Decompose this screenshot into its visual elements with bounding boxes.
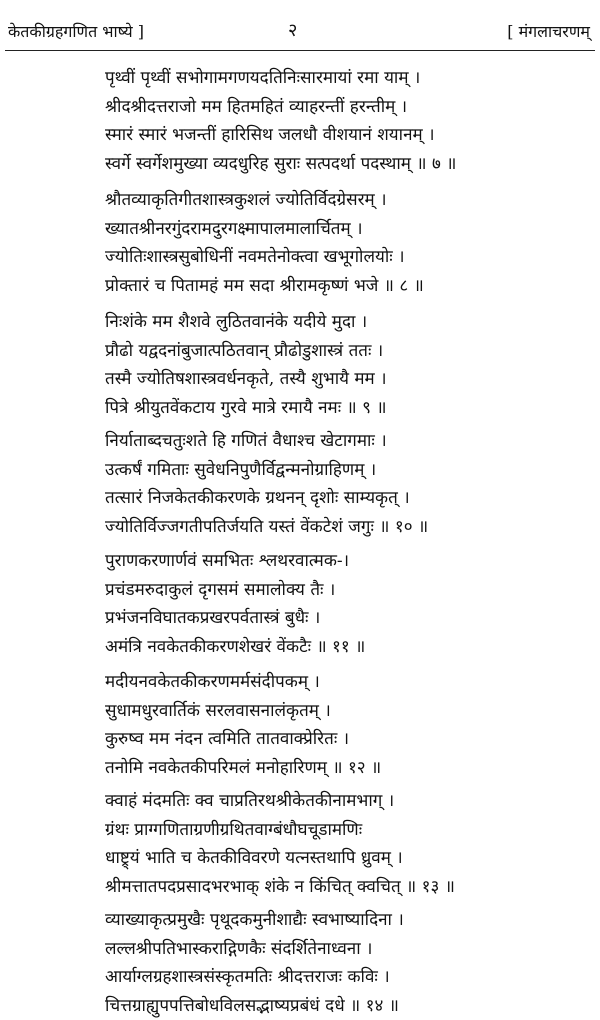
verse-line: तनोमि नवकेतकीपरिमलं मनोहारिणम् ॥ १२ ॥ [105, 757, 382, 778]
verse-8 [105, 186, 575, 300]
verse-line: निर्याताब्दचतुःशते हि गणितं वैधाश्च खेटागमाः । [105, 431, 387, 451]
verse-line: क्वाहं मंदमतिः क्व चाप्रतिरथश्रीकेतकीनामभाग् । [105, 791, 395, 811]
verse-line: धाष्ट्र्यं भाति च केतकीविवरणे यत्नस्तथापि ध्रुवम् । [105, 848, 403, 869]
verse-7 [105, 64, 575, 178]
verse-line: ख्यातश्रीनरगुंदरामदुरगक्ष्मापालमालार्चितम् । [105, 218, 363, 239]
verse-line: लल्लश्रीपतिभास्कराद्गिणकैः संदर्शितेनाध्वना । [105, 938, 373, 959]
verse-line: आर्याग्लग्रहशास्त्रसंस्कृतमतिः श्रीदत्तराजः कविः । [105, 967, 390, 988]
verse-line: ज्योतिःशास्त्रसुबोधिनीं नवमतेनोक्त्वा खभूगोलयोः । [105, 247, 405, 268]
header-book-title: केतकीग्रहगणित भाष्ये ] [8, 22, 144, 41]
header-section-title: [ मंगलाचरणम् [507, 22, 590, 41]
verse-line: पृथ्वीं पृथ्वीं सभोगामगणयदतिनिःसारमायां रमा याम् । [105, 68, 421, 88]
verse-line: श्रौतव्याकृतिगीतशास्त्रकुशलं ज्योतिर्विदग्रेसरम् । [105, 190, 387, 210]
verse-11 [105, 547, 575, 661]
verse-line: मदीयनवकेतकीकरणमर्मसंदीपकम् । [105, 672, 320, 692]
verse-line: ग्रंथः प्राग्गणिताग्रणीग्रथितवाग्बंधौघचूडामणिः [105, 819, 363, 840]
verse-line: अमंत्रि नवकेतकीकरणशेखरं वेंकटैः ॥ ११ ॥ [105, 636, 366, 657]
verse-line: ज्योतिर्विज्जगतीपतिर्जयति यस्तं वेंकटेशं जगुः ॥ १० ॥ [105, 516, 429, 537]
verse-line: श्रीमत्तातपदप्रसादभरभाक् शंके न किंचित् क्वचित् ॥ १३ ॥ [105, 876, 455, 897]
verse-line: तत्सारं निजकेतकीकरणके ग्रथनन् दृशोः साम्यकृत् । [105, 488, 410, 509]
verse-13 [105, 787, 575, 901]
page-number: २ [288, 20, 298, 41]
verse-line: स्वर्गे स्वर्गेशमुख्या व्यदधुरिह सुराः सत्पदर्था पदस्थाम् ॥ ७ ॥ [105, 153, 457, 174]
verse-line: प्रोक्तारं च पितामहं मम सदा श्रीरामकृष्णं भजे ॥ ८ ॥ [105, 275, 424, 296]
verse-line: निःशंके मम शैशवे लुठितवानंके यदीये मुदा । [105, 312, 368, 332]
verse-line: कुरुष्व मम नंदन त्वमिति तातवाक्प्रेरितः । [105, 729, 350, 750]
verse-12 [105, 668, 575, 782]
verse-line: पुराणकरणार्णवं समभितः श्लथरवात्मक-। [105, 551, 350, 571]
verse-line: स्मारं स्मारं भजन्तीं हारिसिथ जलधौ वीशयानं शयानम् । [105, 125, 435, 146]
verse-line: पित्रे श्रीयुतवेंकटाय गुरवे मात्रे रमायै नमः ॥ ९ ॥ [105, 397, 387, 418]
verse-14 [105, 906, 575, 1020]
verse-line: सुधामधुरवार्तिकं सरलवासनालंकृतम् । [105, 700, 331, 721]
verse-10 [105, 427, 575, 541]
verse-line: चित्तग्राह्युपपत्तिबोधविलसद्भाष्यप्रबंधं दधे ॥ १४ ॥ [105, 995, 399, 1016]
verse-line: प्रभंजनविघातकप्रखरपर्वतास्त्रं बुधैः । [105, 608, 321, 629]
verse-line: श्रीदश्रीदत्तराजो मम हितमहितं व्याहरन्तीं हरन्तीम् । [105, 96, 408, 117]
verse-9 [105, 308, 575, 422]
verse-line: प्रौढो यद्वदनांबुजात्पठितवान् प्रौढोडुशास्त्रं ततः । [105, 340, 384, 361]
verse-line: प्रचंडमरुदाकुलं दृगसमं समालोक्य तैः । [105, 579, 336, 600]
verse-line: व्याख्याकृत्प्रमुखैः पृथूदकमुनीशाद्यैः स्वभाष्यादिना । [105, 910, 404, 930]
verse-line: तस्मै ज्योतिषशास्त्रवर्धनकृते, तस्यै शुभायै मम । [105, 369, 387, 390]
verse-line: उत्कर्षं गमिताः सुवेधनिपुणैर्विद्वन्मनोग्राहिणम् । [105, 459, 377, 480]
